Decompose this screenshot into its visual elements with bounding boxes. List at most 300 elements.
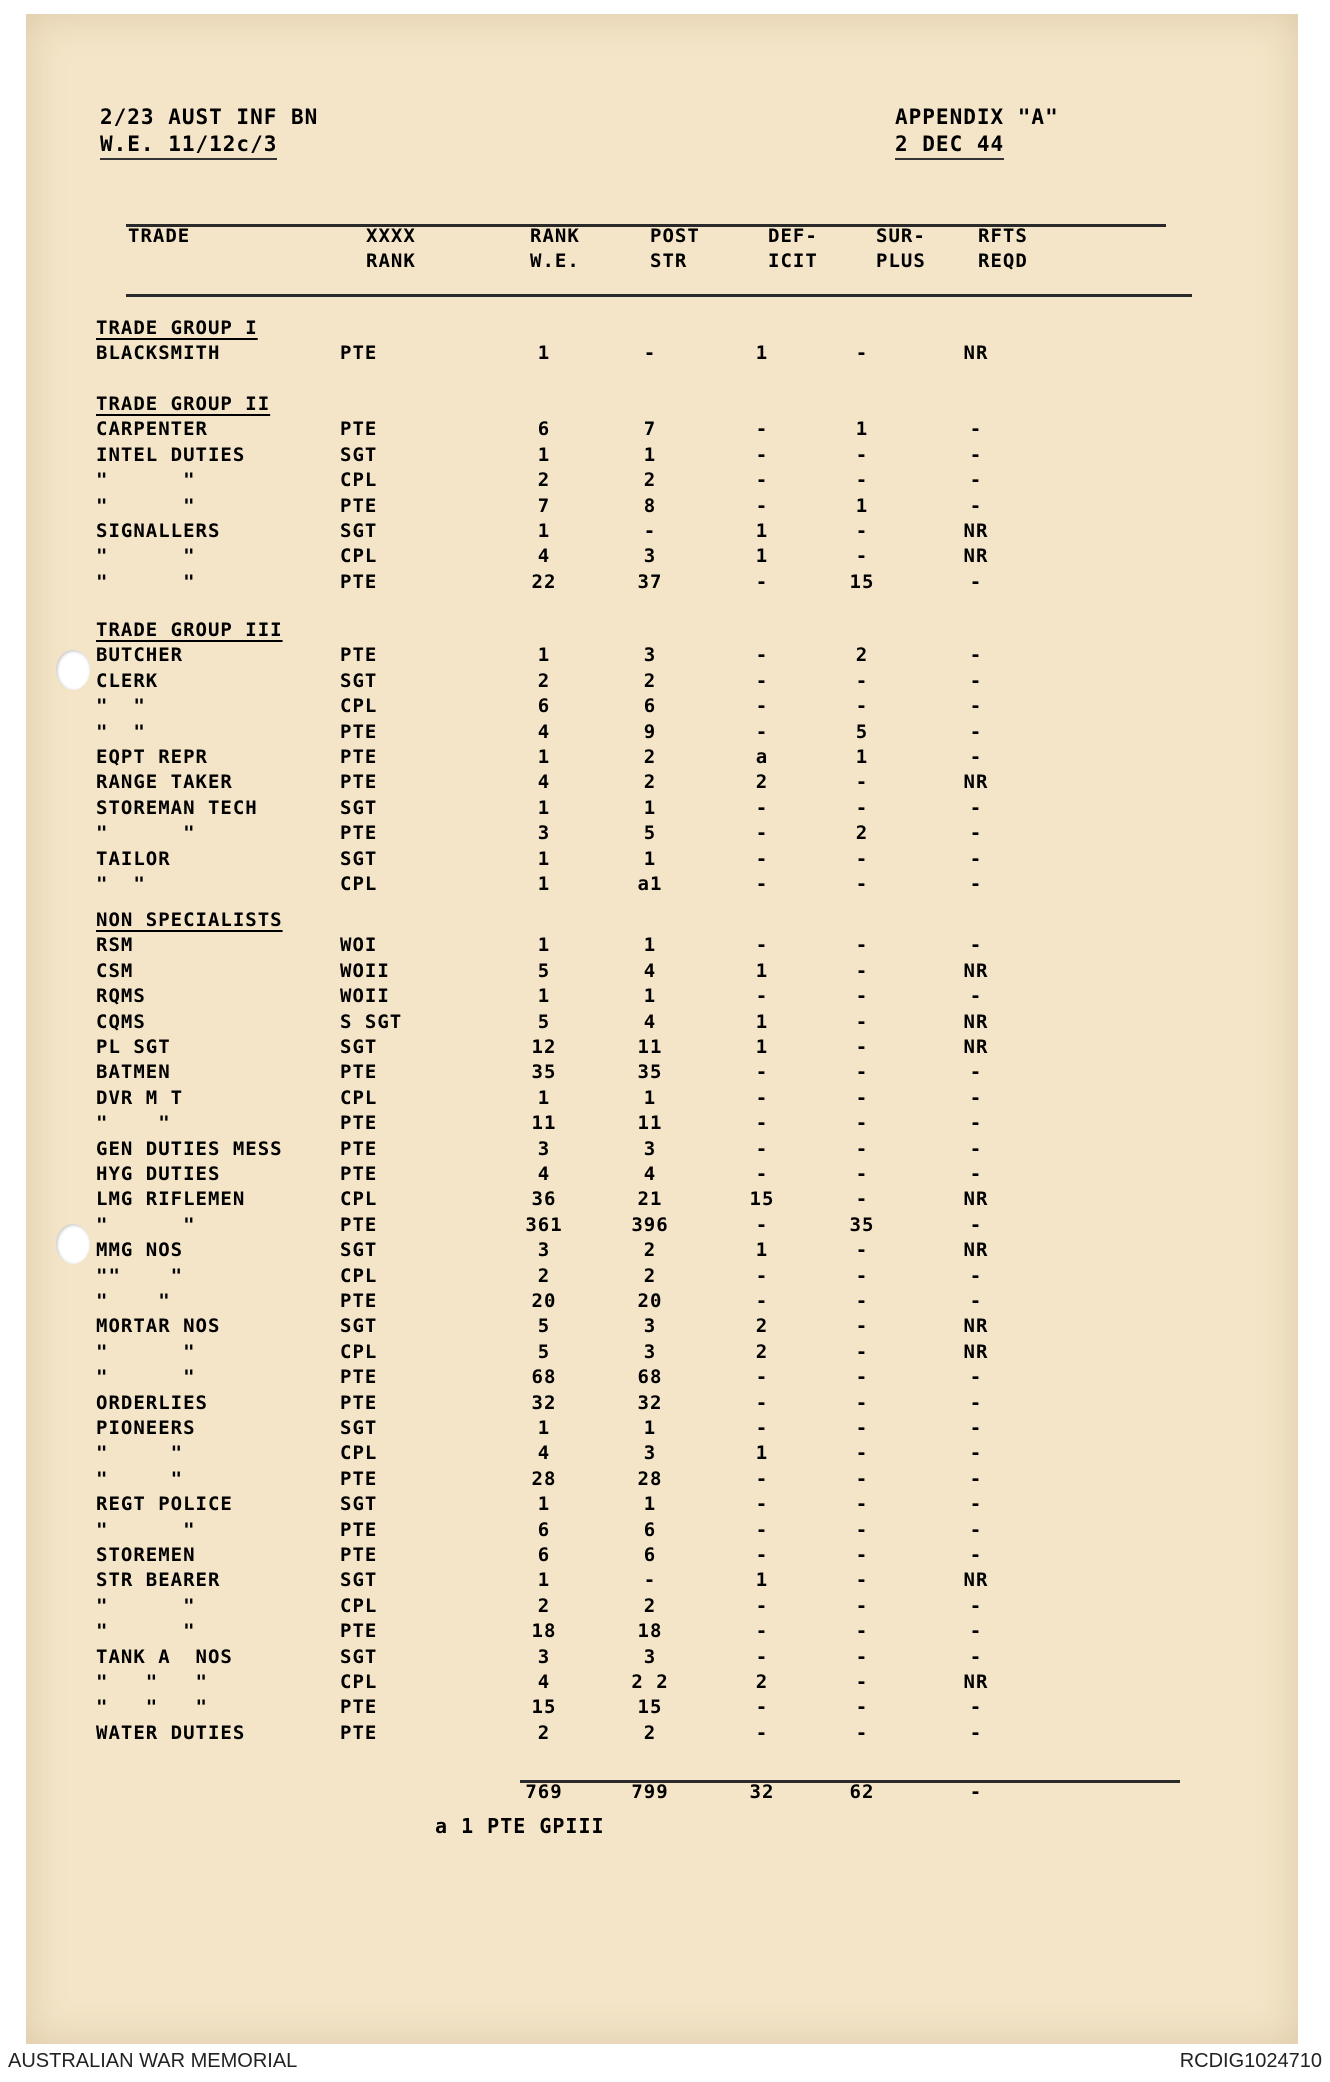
rfts-reqd-cell: - bbox=[969, 1620, 983, 1642]
post-str-cell: 3 bbox=[643, 1315, 657, 1337]
table-row bbox=[0, 1441, 1330, 1466]
trade-cell: " " bbox=[96, 545, 196, 567]
post-str-cell: 9 bbox=[643, 721, 657, 743]
trade-cell: EQPT REPR bbox=[96, 746, 208, 768]
rfts-reqd-cell: - bbox=[969, 822, 983, 844]
surplus-cell: - bbox=[855, 1341, 869, 1363]
deficit-cell: - bbox=[755, 495, 769, 517]
rfts-reqd-cell: - bbox=[969, 695, 983, 717]
post-str-cell: - bbox=[643, 342, 657, 364]
table-row bbox=[0, 1010, 1330, 1035]
surplus-cell: - bbox=[855, 1163, 869, 1185]
rfts-reqd-cell: NR bbox=[963, 1036, 989, 1058]
surplus-cell: - bbox=[855, 1011, 869, 1033]
total-rfts-reqd: - bbox=[969, 1781, 983, 1803]
surplus-cell: - bbox=[855, 1315, 869, 1337]
post-str-cell: a1 bbox=[637, 873, 663, 895]
deficit-cell: - bbox=[755, 873, 769, 895]
rfts-reqd-cell: - bbox=[969, 848, 983, 870]
rfts-reqd-cell: - bbox=[969, 721, 983, 743]
trade-cell: PL SGT bbox=[96, 1036, 171, 1058]
rank-cell: CPL bbox=[340, 1087, 378, 1109]
deficit-cell: - bbox=[755, 444, 769, 466]
table-row bbox=[0, 1391, 1330, 1416]
table-row bbox=[0, 1543, 1330, 1568]
trade-cell: " " bbox=[96, 495, 196, 517]
post-str-cell: 5 bbox=[643, 822, 657, 844]
rfts-reqd-cell: - bbox=[969, 1722, 983, 1744]
rank-we-cell: 35 bbox=[531, 1061, 557, 1083]
trade-cell: DVR M T bbox=[96, 1087, 184, 1109]
deficit-cell: 1 bbox=[755, 1011, 769, 1033]
rank-cell: CPL bbox=[340, 1595, 378, 1617]
archive-id: RCDIG1024710 bbox=[1179, 2050, 1322, 2072]
rfts-reqd-cell: - bbox=[969, 1087, 983, 1109]
trade-cell: BLACKSMITH bbox=[96, 342, 221, 364]
rfts-reqd-cell: - bbox=[969, 644, 983, 666]
rank-we-cell: 32 bbox=[531, 1392, 557, 1414]
surplus-cell: - bbox=[855, 695, 869, 717]
rfts-reqd-cell: - bbox=[969, 1595, 983, 1617]
rfts-reqd-cell: - bbox=[969, 495, 983, 517]
deficit-cell: - bbox=[755, 1544, 769, 1566]
surplus-cell: - bbox=[855, 873, 869, 895]
post-str-cell: 3 bbox=[643, 545, 657, 567]
deficit-cell: - bbox=[755, 1087, 769, 1109]
surplus-cell: - bbox=[855, 848, 869, 870]
surplus-cell: - bbox=[855, 960, 869, 982]
rank-cell: PTE bbox=[340, 1519, 378, 1541]
table-row bbox=[0, 1111, 1330, 1136]
total-surplus: 62 bbox=[849, 1781, 875, 1803]
table-row bbox=[0, 1187, 1330, 1212]
trade-cell: BUTCHER bbox=[96, 644, 184, 666]
rank-we-cell: 1 bbox=[537, 1569, 551, 1591]
table-row bbox=[0, 1264, 1330, 1289]
rfts-reqd-cell: - bbox=[969, 469, 983, 491]
rank-we-cell: 20 bbox=[531, 1290, 557, 1312]
rank-cell: WOII bbox=[340, 985, 390, 1007]
col-rfts-reqd: RFTS REQD bbox=[978, 225, 1028, 272]
rank-cell: SGT bbox=[340, 1569, 378, 1591]
document-date: 2 DEC 44 bbox=[895, 131, 1004, 160]
table-row bbox=[0, 1340, 1330, 1365]
rank-cell: CPL bbox=[340, 873, 378, 895]
post-str-cell: 3 bbox=[643, 1646, 657, 1668]
table-row bbox=[0, 1594, 1330, 1619]
rank-we-cell: 1 bbox=[537, 797, 551, 819]
rank-cell: SGT bbox=[340, 1417, 378, 1439]
rank-we-cell: 2 bbox=[537, 469, 551, 491]
rank-we-cell: 4 bbox=[537, 721, 551, 743]
trade-cell: CSM bbox=[96, 960, 134, 982]
table-row bbox=[0, 872, 1330, 897]
post-str-cell: 2 bbox=[643, 771, 657, 793]
trade-cell: PIONEERS bbox=[96, 1417, 196, 1439]
surplus-cell: - bbox=[855, 1671, 869, 1693]
post-str-cell: 6 bbox=[643, 695, 657, 717]
table-row bbox=[0, 1060, 1330, 1085]
section-title-text: NON SPECIALISTS bbox=[96, 909, 283, 931]
rank-cell: PTE bbox=[340, 822, 378, 844]
table-row bbox=[0, 1568, 1330, 1593]
rank-cell: SGT bbox=[340, 1493, 378, 1515]
table-row bbox=[0, 570, 1330, 595]
post-str-cell: 11 bbox=[637, 1112, 663, 1134]
deficit-cell: 1 bbox=[755, 520, 769, 542]
rfts-reqd-cell: - bbox=[969, 571, 983, 593]
total-deficit: 32 bbox=[749, 1781, 775, 1803]
rank-cell: CPL bbox=[340, 1671, 378, 1693]
rfts-reqd-cell: - bbox=[969, 1163, 983, 1185]
rfts-reqd-cell: NR bbox=[963, 1011, 989, 1033]
table-row bbox=[0, 933, 1330, 958]
trade-cell: WATER DUTIES bbox=[96, 1722, 246, 1744]
rank-cell: PTE bbox=[340, 1722, 378, 1744]
deficit-cell: 1 bbox=[755, 1036, 769, 1058]
table-row bbox=[0, 544, 1330, 569]
table-row bbox=[0, 1238, 1330, 1263]
deficit-cell: - bbox=[755, 1112, 769, 1134]
surplus-cell: 5 bbox=[855, 721, 869, 743]
rank-cell: S SGT bbox=[340, 1011, 403, 1033]
post-str-cell: 6 bbox=[643, 1519, 657, 1541]
deficit-cell: - bbox=[755, 1061, 769, 1083]
rank-we-cell: 1 bbox=[537, 1493, 551, 1515]
archive-caption: AUSTRALIAN WAR MEMORIAL bbox=[8, 2050, 298, 2072]
surplus-cell: - bbox=[855, 934, 869, 956]
trade-cell: " " bbox=[96, 1519, 196, 1541]
we-reference: W.E. 11/12c/3 bbox=[100, 131, 277, 160]
footnote: a 1 PTE GPIII bbox=[435, 1814, 605, 1838]
trade-cell: CQMS bbox=[96, 1011, 146, 1033]
rank-we-cell: 2 bbox=[537, 670, 551, 692]
rank-we-cell: 1 bbox=[537, 1417, 551, 1439]
post-str-cell: 11 bbox=[637, 1036, 663, 1058]
rfts-reqd-cell: - bbox=[969, 797, 983, 819]
rank-we-cell: 1 bbox=[537, 873, 551, 895]
rank-we-cell: 15 bbox=[531, 1696, 557, 1718]
table-row bbox=[0, 1695, 1330, 1720]
rank-cell: SGT bbox=[340, 1036, 378, 1058]
surplus-cell: - bbox=[855, 469, 869, 491]
trade-cell: TANK A NOS bbox=[96, 1646, 233, 1668]
surplus-cell: - bbox=[855, 1265, 869, 1287]
rank-we-cell: 11 bbox=[531, 1112, 557, 1134]
surplus-cell: - bbox=[855, 1036, 869, 1058]
surplus-cell: - bbox=[855, 1569, 869, 1591]
table-row bbox=[0, 745, 1330, 770]
trade-cell: " " bbox=[96, 1112, 171, 1134]
post-str-cell: 4 bbox=[643, 960, 657, 982]
surplus-cell: 1 bbox=[855, 418, 869, 440]
rank-we-cell: 3 bbox=[537, 1138, 551, 1160]
rank-cell: PTE bbox=[340, 1620, 378, 1642]
post-str-cell: 1 bbox=[643, 444, 657, 466]
surplus-cell: 2 bbox=[855, 644, 869, 666]
rfts-reqd-cell: - bbox=[969, 1290, 983, 1312]
rank-cell: PTE bbox=[340, 1366, 378, 1388]
rank-cell: PTE bbox=[340, 1468, 378, 1490]
rank-cell: PTE bbox=[340, 418, 378, 440]
rfts-reqd-cell: - bbox=[969, 746, 983, 768]
trade-cell: " " " bbox=[96, 1671, 208, 1693]
rfts-reqd-cell: NR bbox=[963, 545, 989, 567]
table-row bbox=[0, 1035, 1330, 1060]
post-str-cell: 1 bbox=[643, 1417, 657, 1439]
rfts-reqd-cell: - bbox=[969, 1214, 983, 1236]
surplus-cell: - bbox=[855, 342, 869, 364]
deficit-cell: - bbox=[755, 721, 769, 743]
section-title bbox=[0, 618, 1330, 643]
rank-cell: PTE bbox=[340, 342, 378, 364]
post-str-cell: 21 bbox=[637, 1188, 663, 1210]
surplus-cell: - bbox=[855, 1112, 869, 1134]
rank-cell: CPL bbox=[340, 1265, 378, 1287]
post-str-cell: - bbox=[643, 520, 657, 542]
table-row bbox=[0, 694, 1330, 719]
table-row bbox=[0, 1467, 1330, 1492]
deficit-cell: - bbox=[755, 469, 769, 491]
table-row bbox=[0, 1365, 1330, 1390]
trade-cell: RSM bbox=[96, 934, 134, 956]
rfts-reqd-cell: NR bbox=[963, 1188, 989, 1210]
surplus-cell: 1 bbox=[855, 746, 869, 768]
rfts-reqd-cell: - bbox=[969, 670, 983, 692]
rfts-reqd-cell: NR bbox=[963, 342, 989, 364]
deficit-cell: - bbox=[755, 1366, 769, 1388]
trade-cell: CLERK bbox=[96, 670, 159, 692]
trade-cell: " " bbox=[96, 873, 146, 895]
trade-cell: REGT POLICE bbox=[96, 1493, 233, 1515]
trade-cell: RANGE TAKER bbox=[96, 771, 233, 793]
rank-cell: PTE bbox=[340, 771, 378, 793]
post-str-cell: 2 bbox=[643, 1595, 657, 1617]
rank-cell: PTE bbox=[340, 721, 378, 743]
rank-cell: PTE bbox=[340, 1696, 378, 1718]
rfts-reqd-cell: - bbox=[969, 1265, 983, 1287]
rank-we-cell: 5 bbox=[537, 960, 551, 982]
post-str-cell: 32 bbox=[637, 1392, 663, 1414]
rank-cell: PTE bbox=[340, 495, 378, 517]
unit-name: 2/23 AUST INF BN bbox=[100, 105, 319, 129]
rank-we-cell: 4 bbox=[537, 771, 551, 793]
deficit-cell: - bbox=[755, 1696, 769, 1718]
post-str-cell: 4 bbox=[643, 1163, 657, 1185]
totals-row bbox=[0, 1780, 1330, 1805]
section-title-text: TRADE GROUP I bbox=[96, 317, 258, 339]
rank-cell: PTE bbox=[340, 1112, 378, 1134]
col-deficit: DEF- ICIT bbox=[768, 225, 818, 272]
table-row bbox=[0, 494, 1330, 519]
rank-cell: PTE bbox=[340, 1392, 378, 1414]
deficit-cell: 1 bbox=[755, 1442, 769, 1464]
table-row bbox=[0, 1670, 1330, 1695]
deficit-cell: 2 bbox=[755, 1315, 769, 1337]
rank-we-cell: 3 bbox=[537, 1646, 551, 1668]
post-str-cell: 3 bbox=[643, 1341, 657, 1363]
rank-cell: CPL bbox=[340, 469, 378, 491]
rank-we-cell: 5 bbox=[537, 1315, 551, 1337]
total-rank-we: 769 bbox=[525, 1781, 563, 1803]
post-str-cell: 28 bbox=[637, 1468, 663, 1490]
trade-cell: " " bbox=[96, 1290, 171, 1312]
trade-cell: BATMEN bbox=[96, 1061, 171, 1083]
rfts-reqd-cell: - bbox=[969, 985, 983, 1007]
rank-cell: SGT bbox=[340, 1239, 378, 1261]
deficit-cell: - bbox=[755, 797, 769, 819]
table-row bbox=[0, 1289, 1330, 1314]
post-str-cell: 4 bbox=[643, 1011, 657, 1033]
surplus-cell: 2 bbox=[855, 822, 869, 844]
rfts-reqd-cell: - bbox=[969, 1061, 983, 1083]
rank-cell: CPL bbox=[340, 1442, 378, 1464]
deficit-cell: - bbox=[755, 848, 769, 870]
trade-cell: " " bbox=[96, 695, 146, 717]
deficit-cell: a bbox=[755, 746, 769, 768]
post-str-cell: 2 bbox=[643, 1239, 657, 1261]
rank-we-cell: 1 bbox=[537, 520, 551, 542]
deficit-cell: - bbox=[755, 571, 769, 593]
surplus-cell: - bbox=[855, 1138, 869, 1160]
rank-cell: SGT bbox=[340, 670, 378, 692]
rfts-reqd-cell: - bbox=[969, 934, 983, 956]
rank-we-cell: 2 bbox=[537, 1595, 551, 1617]
post-str-cell: 1 bbox=[643, 1087, 657, 1109]
trade-cell: MORTAR NOS bbox=[96, 1315, 221, 1337]
post-str-cell: 2 bbox=[643, 670, 657, 692]
rank-cell: CPL bbox=[340, 1188, 378, 1210]
trade-cell: STR BEARER bbox=[96, 1569, 221, 1591]
post-str-cell: 2 bbox=[643, 469, 657, 491]
rank-we-cell: 5 bbox=[537, 1011, 551, 1033]
deficit-cell: - bbox=[755, 1493, 769, 1515]
table-row bbox=[0, 1645, 1330, 1670]
deficit-cell: - bbox=[755, 1722, 769, 1744]
rfts-reqd-cell: - bbox=[969, 1696, 983, 1718]
post-str-cell: 8 bbox=[643, 495, 657, 517]
rank-cell: PTE bbox=[340, 1544, 378, 1566]
rfts-reqd-cell: - bbox=[969, 1392, 983, 1414]
rank-we-cell: 36 bbox=[531, 1188, 557, 1210]
post-str-cell: 35 bbox=[637, 1061, 663, 1083]
surplus-cell: 35 bbox=[849, 1214, 875, 1236]
rank-we-cell: 1 bbox=[537, 444, 551, 466]
post-str-cell: 68 bbox=[637, 1366, 663, 1388]
rank-cell: SGT bbox=[340, 444, 378, 466]
rfts-reqd-cell: NR bbox=[963, 1239, 989, 1261]
post-str-cell: 37 bbox=[637, 571, 663, 593]
trade-cell: SIGNALLERS bbox=[96, 520, 221, 542]
trade-cell: LMG RIFLEMEN bbox=[96, 1188, 246, 1210]
rfts-reqd-cell: - bbox=[969, 1417, 983, 1439]
rank-we-cell: 1 bbox=[537, 934, 551, 956]
rank-we-cell: 6 bbox=[537, 1544, 551, 1566]
rank-we-cell: 28 bbox=[531, 1468, 557, 1490]
rank-we-cell: 5 bbox=[537, 1341, 551, 1363]
surplus-cell: - bbox=[855, 1620, 869, 1642]
rank-we-cell: 4 bbox=[537, 545, 551, 567]
deficit-cell: - bbox=[755, 1392, 769, 1414]
rank-we-cell: 1 bbox=[537, 644, 551, 666]
surplus-cell: 15 bbox=[849, 571, 875, 593]
deficit-cell: - bbox=[755, 1595, 769, 1617]
table-row bbox=[0, 669, 1330, 694]
rfts-reqd-cell: - bbox=[969, 1544, 983, 1566]
rank-cell: PTE bbox=[340, 1214, 378, 1236]
table-row bbox=[0, 984, 1330, 1009]
rank-cell: PTE bbox=[340, 1061, 378, 1083]
surplus-cell: - bbox=[855, 985, 869, 1007]
rank-cell: SGT bbox=[340, 848, 378, 870]
rank-cell: PTE bbox=[340, 1290, 378, 1312]
post-str-cell: 18 bbox=[637, 1620, 663, 1642]
rank-cell: CPL bbox=[340, 1341, 378, 1363]
rank-cell: PTE bbox=[340, 746, 378, 768]
rank-cell: CPL bbox=[340, 695, 378, 717]
post-str-cell: 2 bbox=[643, 1722, 657, 1744]
rank-we-cell: 22 bbox=[531, 571, 557, 593]
post-str-cell: 15 bbox=[637, 1696, 663, 1718]
surplus-cell: - bbox=[855, 1061, 869, 1083]
post-str-cell: 1 bbox=[643, 848, 657, 870]
surplus-cell: - bbox=[855, 444, 869, 466]
table-row bbox=[0, 1162, 1330, 1187]
section-title bbox=[0, 908, 1330, 933]
rank-we-cell: 3 bbox=[537, 1239, 551, 1261]
rank-we-cell: 12 bbox=[531, 1036, 557, 1058]
rfts-reqd-cell: - bbox=[969, 1493, 983, 1515]
trade-cell: TAILOR bbox=[96, 848, 171, 870]
rank-we-cell: 4 bbox=[537, 1442, 551, 1464]
col-rank: XXXX RANK bbox=[366, 225, 416, 272]
rfts-reqd-cell: - bbox=[969, 1366, 983, 1388]
deficit-cell: - bbox=[755, 644, 769, 666]
deficit-cell: - bbox=[755, 1138, 769, 1160]
rfts-reqd-cell: NR bbox=[963, 520, 989, 542]
table-row bbox=[0, 770, 1330, 795]
table-row bbox=[0, 1518, 1330, 1543]
rank-we-cell: 1 bbox=[537, 985, 551, 1007]
deficit-cell: - bbox=[755, 695, 769, 717]
trade-cell: STOREMEN bbox=[96, 1544, 196, 1566]
surplus-cell: - bbox=[855, 545, 869, 567]
surplus-cell: - bbox=[855, 520, 869, 542]
surplus-cell: - bbox=[855, 1468, 869, 1490]
deficit-cell: 1 bbox=[755, 545, 769, 567]
deficit-cell: - bbox=[755, 934, 769, 956]
rfts-reqd-cell: NR bbox=[963, 1671, 989, 1693]
section-title bbox=[0, 392, 1330, 417]
deficit-cell: 2 bbox=[755, 771, 769, 793]
rank-cell: PTE bbox=[340, 1138, 378, 1160]
rank-cell: SGT bbox=[340, 1315, 378, 1337]
rank-we-cell: 4 bbox=[537, 1163, 551, 1185]
post-str-cell: 3 bbox=[643, 644, 657, 666]
deficit-cell: 2 bbox=[755, 1671, 769, 1693]
surplus-cell: - bbox=[855, 1442, 869, 1464]
trade-cell: MMG NOS bbox=[96, 1239, 184, 1261]
col-post-str: POST STR bbox=[650, 225, 700, 272]
deficit-cell: - bbox=[755, 1417, 769, 1439]
rfts-reqd-cell: - bbox=[969, 1442, 983, 1464]
post-str-cell: 7 bbox=[643, 418, 657, 440]
trade-cell: " " " bbox=[96, 1696, 208, 1718]
post-str-cell: 2 bbox=[643, 1265, 657, 1287]
deficit-cell: - bbox=[755, 1468, 769, 1490]
trade-cell: RQMS bbox=[96, 985, 146, 1007]
rank-cell: PTE bbox=[340, 644, 378, 666]
